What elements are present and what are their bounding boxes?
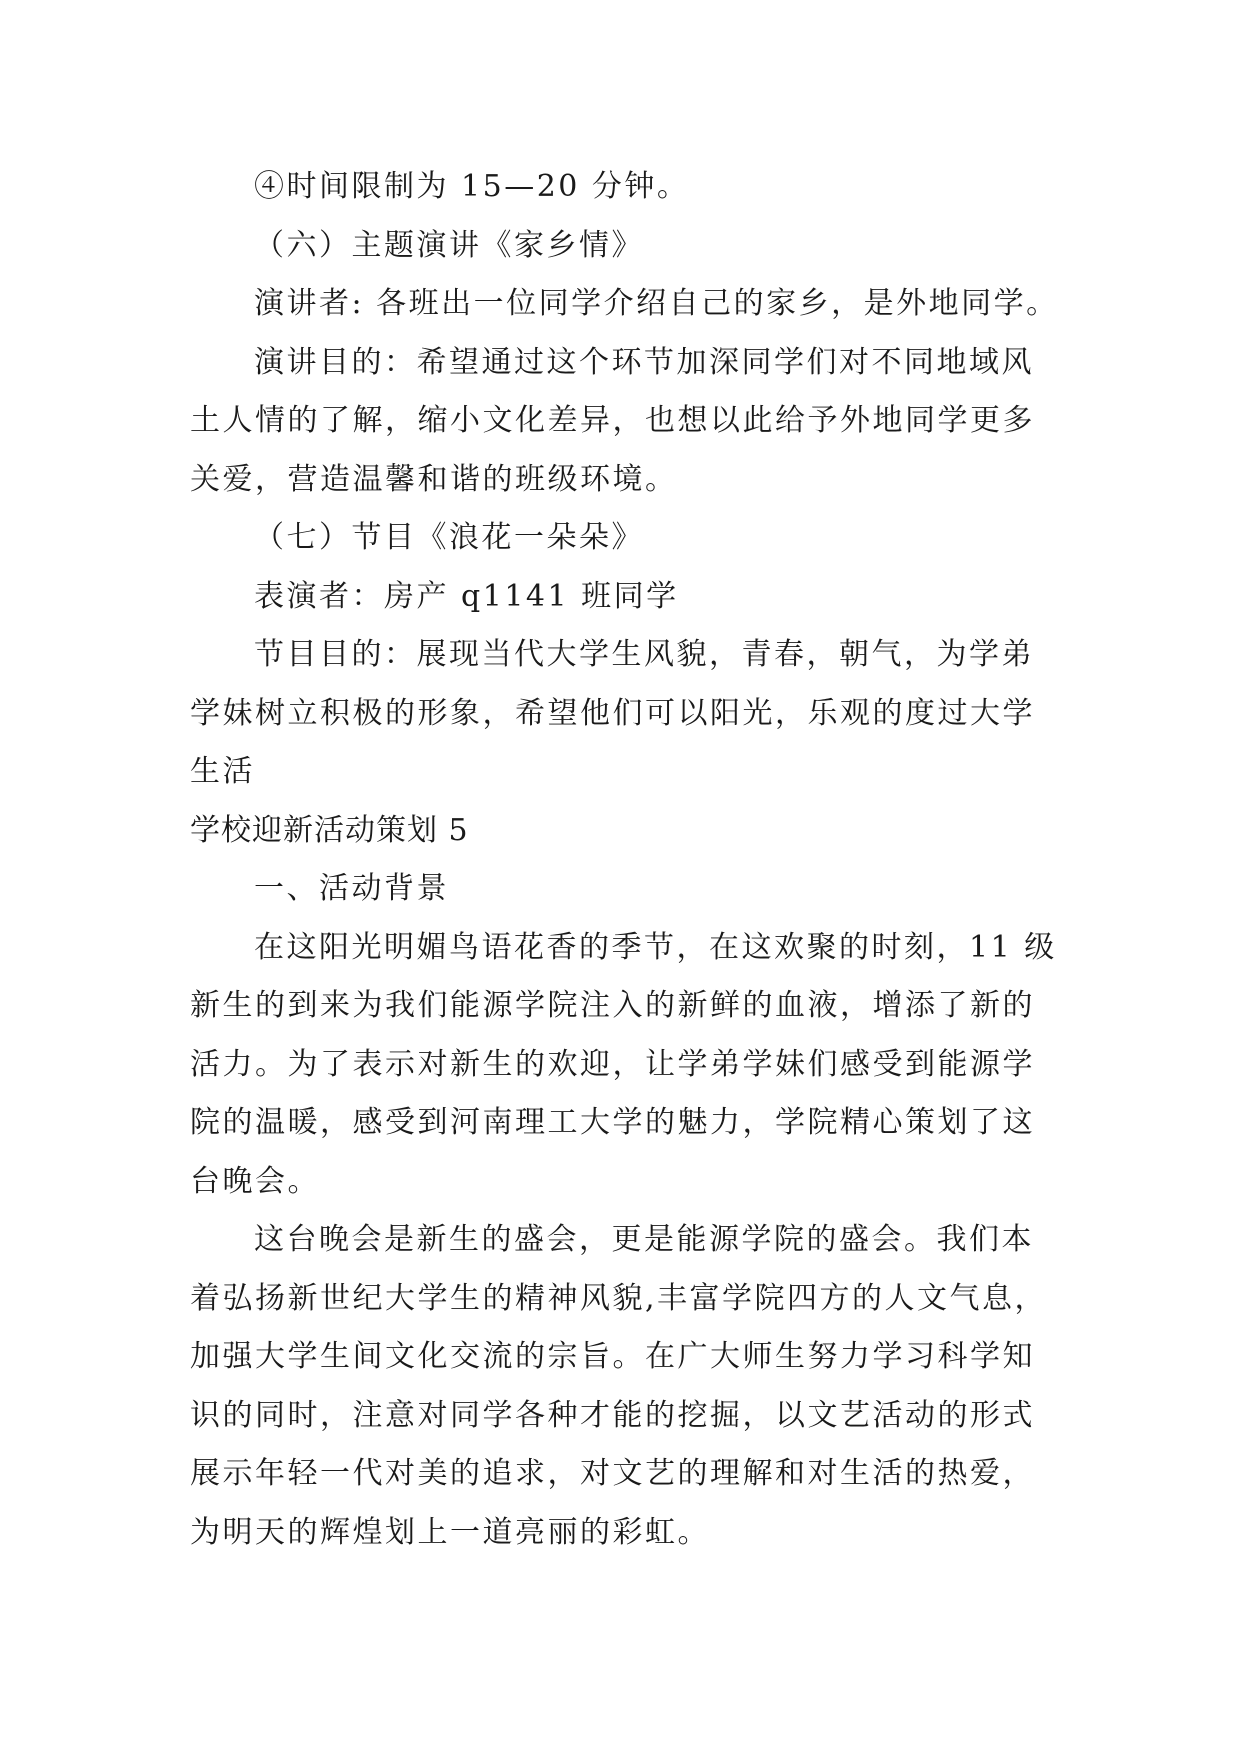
- text-line: 活力。为了表示对新生的欢迎，让学弟学妹们感受到能源学: [190, 1046, 1035, 1082]
- text-line: 加强大学生间文化交流的宗旨。在广大师生努力学习科学知: [190, 1339, 1035, 1374]
- section-heading: （七）节目《浪花一朵朵》: [254, 520, 644, 555]
- section-heading: 一、活动背景: [254, 871, 449, 906]
- text-line: 在这阳光明媚鸟语花香的季节，在这欢聚的时刻，11 级: [254, 929, 1057, 965]
- text-line: 院的温暖，感受到河南理工大学的魅力，学院精心策划了这: [190, 1105, 1035, 1140]
- text-line: 着弘扬新世纪大学生的精神风貌,丰富学院四方的人文气息，: [190, 1280, 1048, 1316]
- article-title: 学校迎新活动策划 5: [190, 812, 469, 848]
- text-line: 展示年轻一代对美的追求，对文艺的理解和对生活的热爱，: [190, 1456, 1035, 1491]
- text-line: 台晚会。: [190, 1163, 320, 1199]
- text-line: 为明天的辉煌划上一道亮丽的彩虹。: [190, 1514, 710, 1550]
- text-line: 土人情的了解，缩小文化差异，也想以此给予外地同学更多: [190, 403, 1035, 438]
- section-heading: （六）主题演讲《家乡情》: [254, 227, 644, 263]
- text-line: 演讲目的：希望通过这个环节加深同学们对不同地域风: [254, 344, 1034, 380]
- text-line: ④时间限制为 15—20 分钟。: [254, 169, 690, 204]
- text-line: 演讲者: 各班出一位同学介绍自己的家乡，是外地同学。: [254, 286, 1059, 321]
- text-line: 学妹树立积极的形象，希望他们可以阳光，乐观的度过大学: [190, 695, 1035, 731]
- text-line: 表演者：房产 q1141 班同学: [254, 578, 679, 614]
- text-line: 新生的到来为我们能源学院注入的新鲜的血液，增添了新的: [190, 988, 1035, 1023]
- text-line: 关爱，营造温馨和谐的班级环境。: [190, 461, 678, 497]
- text-line: 节目目的：展现当代大学生风貌，青春，朝气，为学弟: [254, 637, 1034, 672]
- text-line: 这台晚会是新生的盛会，更是能源学院的盛会。我们本: [254, 1222, 1034, 1257]
- text-line: 识的同时，注意对同学各种才能的挖掘，以文艺活动的形式: [190, 1397, 1035, 1433]
- text-line: 生活: [190, 754, 255, 789]
- document-page: [190, 158, 1070, 1562]
